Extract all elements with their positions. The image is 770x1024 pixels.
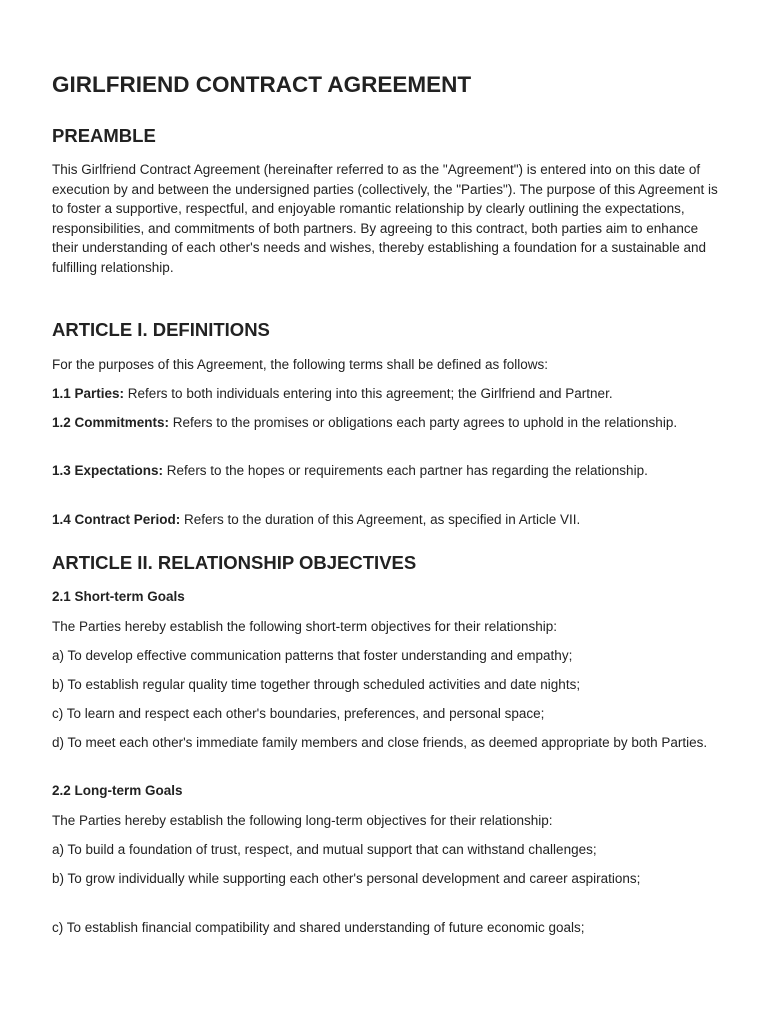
definition-term: 1.1 Parties: [52,386,125,401]
short-term-item-a: a) To develop effective communication patterns that foster understanding and empathy; [52,648,573,663]
definition-text: Refers to the duration of this Agreement, as specified in Article VII. [180,512,581,527]
definition-contract-period [52,510,724,530]
preamble-paragraph: This Girlfriend Contract Agreement (hereinafter referred to as the "Agreement") is entered into on this date of execution by and between the undersigned parties (collectively, the "Parties"). The purpose of this Agreement is to foster a supportive, respectful, and enjoyable romantic relationship by clearly outlining the expectations, responsibilities, and commitments of both partners. By agreeing to this contract, both parties aim to enhance their understanding of each other's needs and wishes, thereby establishing a foundation for a sustainable and fulfilling relationship. [52,162,718,275]
definition-commitments [52,413,724,433]
definition-term: 1.3 Expectations: [52,463,164,478]
document-title: GIRLFRIEND CONTRACT AGREEMENT [52,72,472,97]
long-term-intro: The Parties hereby establish the following long-term objectives for their relationship: [52,813,553,828]
definition-text: Refers to the promises or obligations each party agrees to uphold in the relationship. [169,415,678,430]
short-term-item-d: d) To meet each other's immediate family members and close friends, as deemed appropriate by both Parties. [52,735,708,750]
short-term-item-b: b) To establish regular quality time together through scheduled activities and date nights; [52,677,581,692]
long-term-item-b: b) To grow individually while supporting each other's personal development and career aspirations; [52,871,641,886]
definition-text: Refers to both individuals entering into this agreement; the Girlfriend and Partner. [124,386,613,401]
preamble-heading: PREAMBLE [52,125,156,146]
short-term-item-c: c) To learn and respect each other's boundaries, preferences, and personal space; [52,706,545,721]
short-term-goals-heading: 2.1 Short-term Goals [52,589,185,604]
definition-term: 1.4 Contract Period: [52,512,181,527]
long-term-item-a: a) To build a foundation of trust, respect, and mutual support that can withstand challenges; [52,842,597,857]
long-term-goals-heading: 2.2 Long-term Goals [52,783,183,798]
definition-text: Refers to the hopes or requirements each partner has regarding the relationship. [163,463,648,478]
definition-expectations [52,461,724,481]
definitions-intro: For the purposes of this Agreement, the following terms shall be defined as follows: [52,357,549,372]
long-term-item-c: c) To establish financial compatibility and shared understanding of future economic goals; [52,920,585,935]
definition-term: 1.2 Commitments: [52,415,170,430]
definition-parties [52,384,724,404]
article-2-heading: ARTICLE II. RELATIONSHIP OBJECTIVES [52,552,417,573]
short-term-intro: The Parties hereby establish the following short-term objectives for their relationship: [52,619,557,634]
article-1-heading: ARTICLE I. DEFINITIONS [52,319,270,340]
